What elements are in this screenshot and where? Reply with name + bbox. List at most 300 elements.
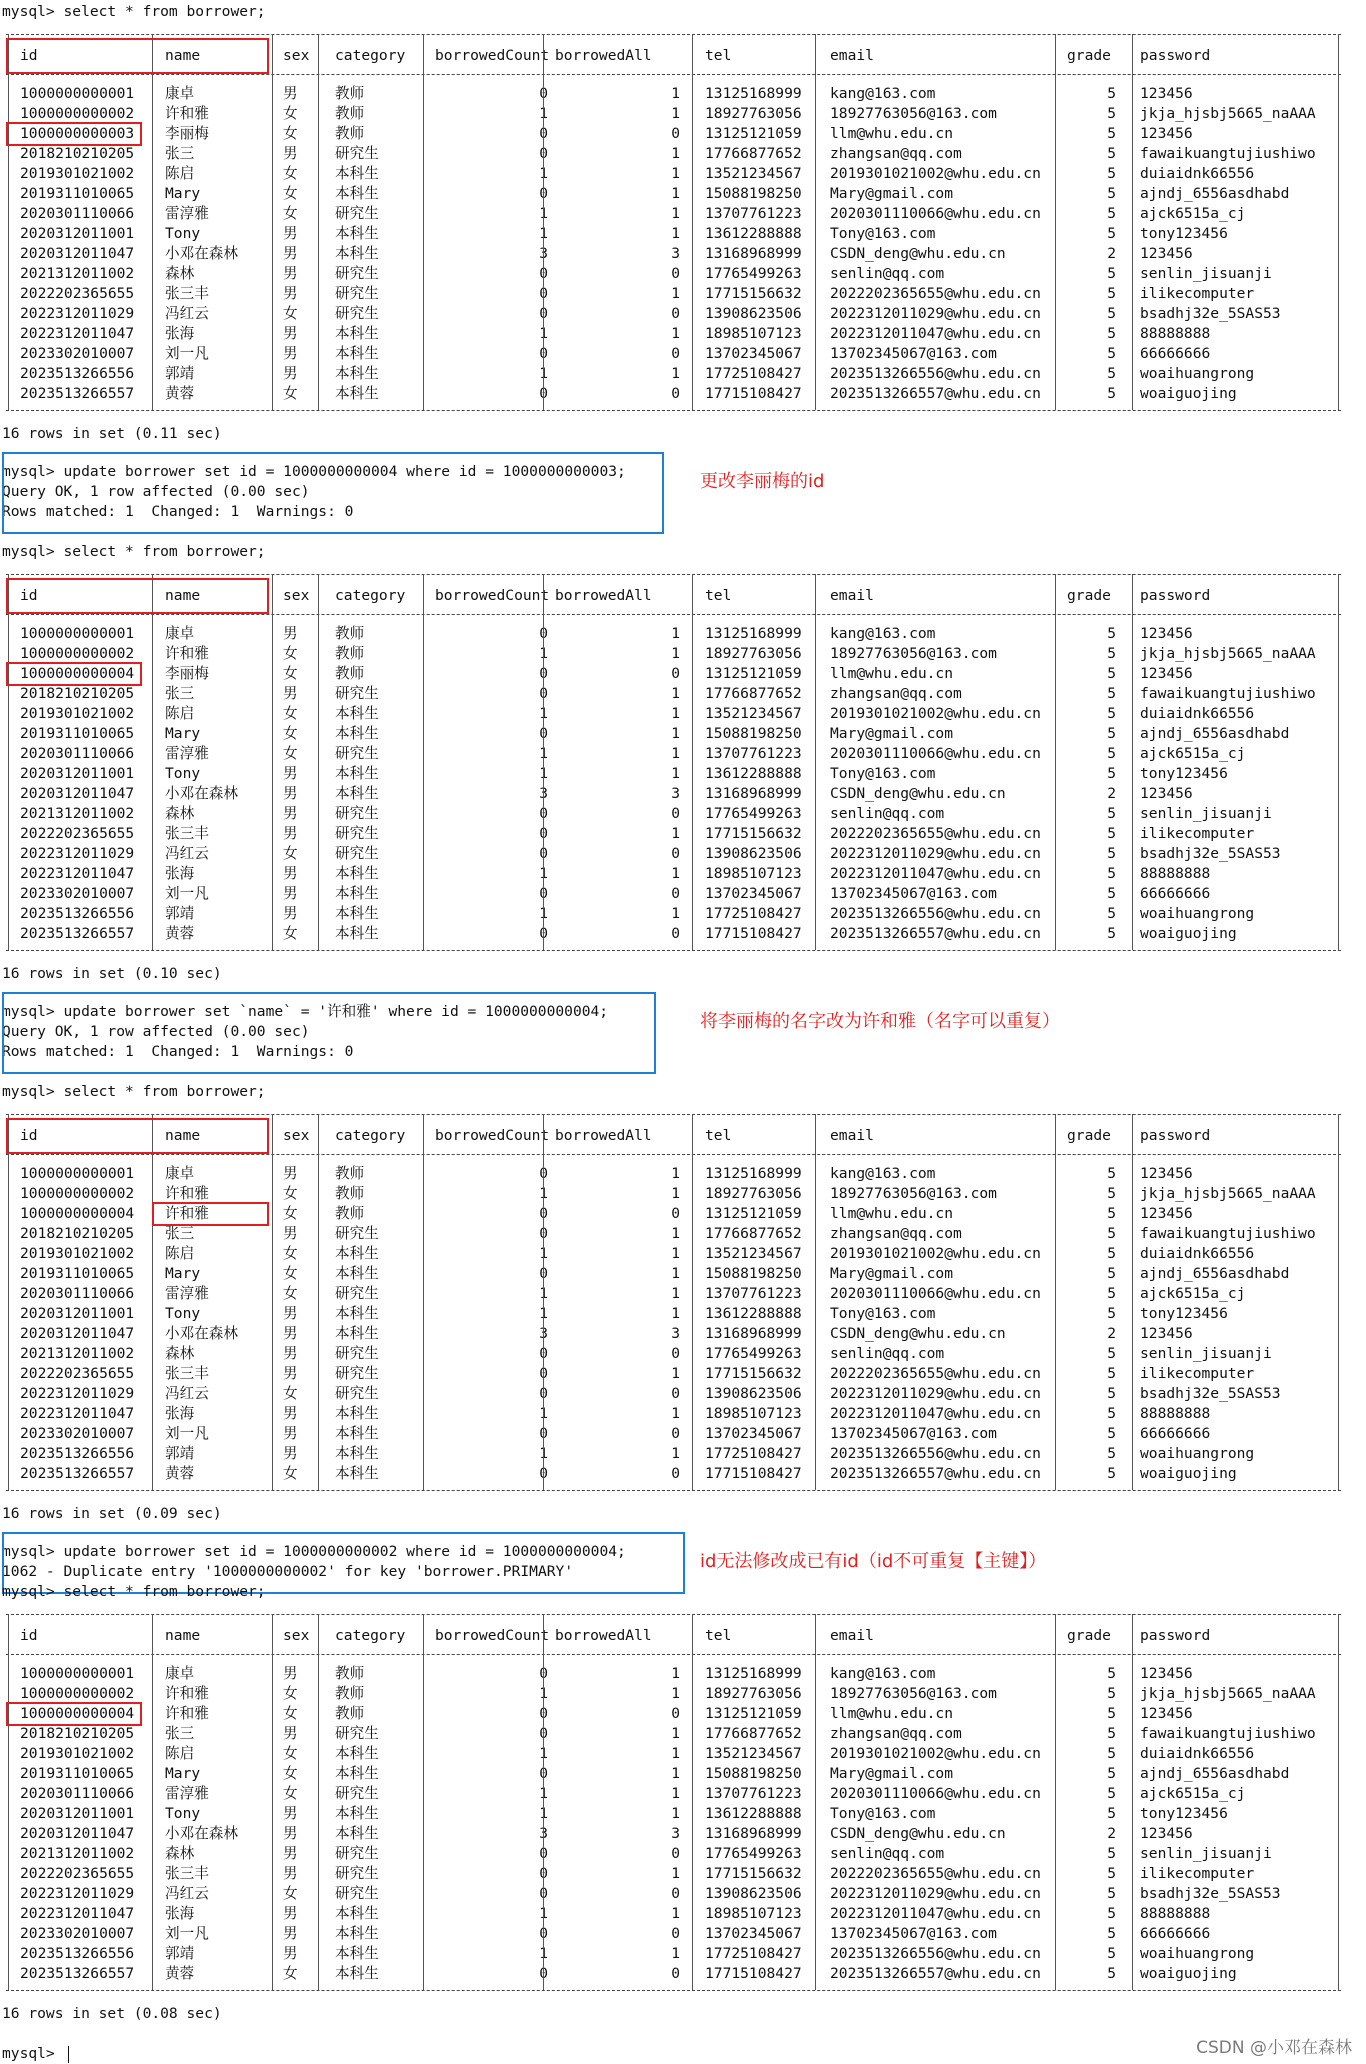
table-cell: 2018210210205	[20, 1725, 135, 1742]
final-prompt[interactable]	[2, 2044, 69, 2064]
table-cell: 教师	[335, 105, 365, 122]
table-cell: Mary@gmail.com	[830, 1265, 954, 1282]
table-cell: 0	[539, 1385, 548, 1402]
table-cell: senlin@qq.com	[830, 805, 945, 822]
table-cell: 0	[539, 305, 548, 322]
table-cell: 0	[539, 1365, 548, 1382]
table-cell: 教师	[335, 85, 365, 102]
table-cell: 0	[539, 1205, 548, 1222]
table-cell: 女	[283, 1685, 298, 1702]
table-cell: 5	[1107, 625, 1116, 642]
table-cell: llm@whu.edu.cn	[830, 125, 954, 142]
table-cell: 0	[671, 1205, 680, 1222]
table-cell: 1000000000001	[20, 625, 135, 642]
table-cell: 2022202365655	[20, 285, 135, 302]
table-cell: Mary	[165, 725, 201, 742]
table-cell: 女	[283, 665, 298, 682]
table-cell: 2020312011001	[20, 765, 135, 782]
sql-command: mysql> select * from borrower;	[2, 1583, 266, 1600]
table-cell: 1000000000004	[20, 665, 135, 682]
table-cell: 17766877652	[705, 145, 802, 162]
table-cell: zhangsan@qq.com	[830, 1725, 962, 1742]
table-cell: 2018210210205	[20, 145, 135, 162]
column-divider	[543, 574, 544, 950]
table-cell: 教师	[335, 1165, 365, 1182]
table-cell: 13521234567	[705, 1745, 802, 1762]
table-cell: 2020312011001	[20, 225, 135, 242]
column-divider	[318, 1614, 319, 1990]
table-cell: 17715108427	[705, 925, 802, 942]
table-cell: CSDN_deng@whu.edu.cn	[830, 785, 1006, 802]
table-border	[6, 74, 1341, 75]
table-cell: 本科生	[335, 185, 379, 202]
table-cell: 2023302010007	[20, 885, 135, 902]
table-cell: 13908623506	[705, 1885, 802, 1902]
table-cell: 黄蓉	[165, 1965, 195, 1982]
table-cell: 2021312011002	[20, 1845, 135, 1862]
table-cell: 2022312011047@whu.edu.cn	[830, 865, 1041, 882]
column-divider	[1338, 574, 1339, 950]
table-cell: woaiguojing	[1140, 925, 1237, 942]
table-cell: 13125121059	[705, 125, 802, 142]
table-cell: 男	[283, 805, 298, 822]
table-cell: 教师	[335, 1685, 365, 1702]
table-cell: 5	[1107, 1265, 1116, 1282]
table-cell: 本科生	[335, 325, 379, 342]
table-cell: 5	[1107, 285, 1116, 302]
table-cell: 2023513266556	[20, 1445, 135, 1462]
table-cell: 5	[1107, 645, 1116, 662]
table-cell: 123456	[1140, 1825, 1193, 1842]
table-cell: 张三	[165, 145, 195, 162]
table-cell: ilikecomputer	[1140, 1865, 1255, 1882]
statement-line: mysql> update borrower set id = 1000000000002 where id = 1000000000004;	[2, 1543, 626, 1560]
table-cell: 2023302010007	[20, 1425, 135, 1442]
table-cell: 男	[283, 865, 298, 882]
sql-command: mysql> select * from borrower;	[2, 543, 266, 560]
table-cell: 2019301021002@whu.edu.cn	[830, 1745, 1041, 1762]
table-cell: 女	[283, 1965, 298, 1982]
table-cell: 男	[283, 765, 298, 782]
table-cell: 男	[283, 145, 298, 162]
table-cell: 研究生	[335, 1785, 379, 1802]
table-cell: 2018210210205	[20, 1225, 135, 1242]
table-cell: 2019301021002	[20, 705, 135, 722]
column-header: borrowedCount	[435, 1627, 550, 1644]
table-cell: 1	[671, 85, 680, 102]
table-cell: 1	[539, 865, 548, 882]
column-divider	[1132, 1614, 1133, 1990]
table-cell: 1	[671, 1445, 680, 1462]
column-header: email	[830, 47, 874, 64]
table-cell: 2020301110066@whu.edu.cn	[830, 1785, 1041, 1802]
table-cell: 研究生	[335, 805, 379, 822]
table-cell: woaihuangrong	[1140, 1445, 1255, 1462]
table-cell: 陈启	[165, 1745, 195, 1762]
table-cell: 5	[1107, 1685, 1116, 1702]
table-cell: 1	[671, 185, 680, 202]
table-cell: 18927763056	[705, 1185, 802, 1202]
table-cell: 2022312011047	[20, 1405, 135, 1422]
table-cell: 1	[539, 1785, 548, 1802]
table-cell: 女	[283, 645, 298, 662]
column-divider	[318, 34, 319, 410]
table-cell: 17766877652	[705, 1725, 802, 1742]
table-cell: 男	[283, 885, 298, 902]
column-header: grade	[1067, 587, 1111, 604]
table-cell: 男	[283, 1865, 298, 1882]
table-cell: 女	[283, 1745, 298, 1762]
table-cell: 13125121059	[705, 1205, 802, 1222]
table-cell: 66666666	[1140, 1925, 1211, 1942]
table-cell: 13168968999	[705, 245, 802, 262]
table-cell: 2022312011047	[20, 865, 135, 882]
table-border	[6, 1990, 1341, 1991]
table-cell: 张海	[165, 325, 195, 342]
table-cell: 1	[671, 105, 680, 122]
table-cell: 66666666	[1140, 345, 1211, 362]
table-cell: 2020312011047	[20, 1325, 135, 1342]
table-cell: 康卓	[165, 1165, 195, 1182]
header-highlight	[6, 1118, 269, 1154]
table-cell: 1	[671, 1265, 680, 1282]
table-cell: 男	[283, 225, 298, 242]
table-cell: 研究生	[335, 265, 379, 282]
table-cell: 研究生	[335, 1845, 379, 1862]
table-cell: 男	[283, 685, 298, 702]
table-cell: 1	[539, 205, 548, 222]
table-cell: 0	[539, 1465, 548, 1482]
table-cell: 17715108427	[705, 385, 802, 402]
column-header: name	[165, 47, 201, 64]
table-cell: fawaikuangtujiushiwo	[1140, 1225, 1316, 1242]
table-cell: 2021312011002	[20, 1345, 135, 1362]
table-cell: 冯红云	[165, 1885, 209, 1902]
table-cell: 0	[539, 925, 548, 942]
table-cell: 0	[671, 665, 680, 682]
table-cell: 15088198250	[705, 1765, 802, 1782]
table-cell: 5	[1107, 925, 1116, 942]
table-cell: 1	[671, 1685, 680, 1702]
table-cell: 0	[539, 85, 548, 102]
table-cell: 123456	[1140, 1705, 1193, 1722]
table-cell: bsadhj32e_5SAS53	[1140, 845, 1281, 862]
table-cell: Tony@163.com	[830, 1805, 936, 1822]
table-cell: 男	[283, 1805, 298, 1822]
table-cell: 2022312011047@whu.edu.cn	[830, 325, 1041, 342]
column-divider	[423, 1614, 424, 1990]
table-cell: 康卓	[165, 85, 195, 102]
table-cell: senlin_jisuanji	[1140, 805, 1272, 822]
table-cell: kang@163.com	[830, 1165, 936, 1182]
table-cell: 0	[671, 1425, 680, 1442]
table-cell: 123456	[1140, 785, 1193, 802]
table-cell: 123456	[1140, 125, 1193, 142]
column-divider	[423, 34, 424, 410]
table-cell: 5	[1107, 1345, 1116, 1362]
table-cell: 2022202365655@whu.edu.cn	[830, 1865, 1041, 1882]
table-cell: 1	[671, 1865, 680, 1882]
table-cell: 男	[283, 1305, 298, 1322]
table-cell: 1	[671, 905, 680, 922]
table-cell: senlin@qq.com	[830, 1345, 945, 1362]
table-cell: 2019301021002	[20, 165, 135, 182]
column-header: email	[830, 1627, 874, 1644]
table-cell: kang@163.com	[830, 1665, 936, 1682]
table-cell: 研究生	[335, 1885, 379, 1902]
table-cell: 刘一凡	[165, 885, 209, 902]
column-header: tel	[705, 1627, 732, 1644]
table-cell: 本科生	[335, 165, 379, 182]
table-cell: 男	[283, 1225, 298, 1242]
table-cell: 男	[283, 905, 298, 922]
table-cell: 2022312011029	[20, 1385, 135, 1402]
table-cell: 66666666	[1140, 885, 1211, 902]
table-cell: 1000000000002	[20, 105, 135, 122]
table-cell: 1	[539, 1805, 548, 1822]
table-cell: 冯红云	[165, 1385, 209, 1402]
table-cell: 男	[283, 325, 298, 342]
table-cell: 17725108427	[705, 905, 802, 922]
column-divider	[543, 1114, 544, 1490]
table-cell: senlin@qq.com	[830, 265, 945, 282]
column-header: password	[1140, 47, 1211, 64]
table-cell: 1000000000001	[20, 85, 135, 102]
table-cell: 5	[1107, 1665, 1116, 1682]
table-cell: 1	[671, 1185, 680, 1202]
table-cell: 2023513266556	[20, 365, 135, 382]
table-cell: Tony	[165, 1805, 201, 1822]
table-cell: 男	[283, 1945, 298, 1962]
table-cell: 5	[1107, 845, 1116, 862]
table-cell: 本科生	[335, 1825, 379, 1842]
table-cell: 男	[283, 345, 298, 362]
table-cell: 5	[1107, 1405, 1116, 1422]
table-cell: 3	[539, 1325, 548, 1342]
table-cell: 2019301021002@whu.edu.cn	[830, 705, 1041, 722]
table-cell: 0	[539, 1705, 548, 1722]
table-cell: 5	[1107, 305, 1116, 322]
table-cell: 男	[283, 365, 298, 382]
table-cell: 小邓在森林	[165, 785, 238, 802]
table-border	[6, 1614, 1341, 1615]
table-cell: ilikecomputer	[1140, 285, 1255, 302]
table-cell: 森林	[165, 1845, 195, 1862]
table-cell: 2022202365655	[20, 825, 135, 842]
table-cell: 13612288888	[705, 1305, 802, 1322]
table-cell: 1	[539, 645, 548, 662]
column-header: password	[1140, 587, 1211, 604]
table-cell: Tony@163.com	[830, 225, 936, 242]
table-cell: 本科生	[335, 925, 379, 942]
column-divider	[272, 574, 273, 950]
table-cell: 1	[671, 205, 680, 222]
table-cell: ajndj_6556asdhabd	[1140, 725, 1290, 742]
table-cell: Mary	[165, 185, 201, 202]
column-header: grade	[1067, 1627, 1111, 1644]
table-cell: 康卓	[165, 625, 195, 642]
table-cell: 17725108427	[705, 1445, 802, 1462]
table-cell: 3	[539, 245, 548, 262]
column-header: category	[335, 1127, 406, 1144]
table-cell: 17725108427	[705, 1945, 802, 1962]
table-cell: 2020312011001	[20, 1805, 135, 1822]
table-cell: 1	[671, 645, 680, 662]
table-cell: 17715156632	[705, 285, 802, 302]
table-cell: 3	[671, 245, 680, 262]
table-cell: 1	[539, 745, 548, 762]
table-cell: 5	[1107, 1225, 1116, 1242]
table-cell: woaiguojing	[1140, 385, 1237, 402]
table-cell: 1	[671, 325, 680, 342]
table-cell: 2022312011029	[20, 845, 135, 862]
table-cell: 5	[1107, 385, 1116, 402]
table-cell: 教师	[335, 625, 365, 642]
table-cell: ajndj_6556asdhabd	[1140, 1265, 1290, 1282]
table-cell: 0	[539, 845, 548, 862]
table-cell: 2023513266557	[20, 385, 135, 402]
table-cell: tony123456	[1140, 225, 1228, 242]
statement-line: mysql> update borrower set id = 1000000000004 where id = 1000000000003;	[2, 463, 626, 480]
table-cell: 1	[671, 1225, 680, 1242]
table-cell: 13125121059	[705, 665, 802, 682]
table-cell: 许和雅	[165, 1705, 209, 1722]
table-cell: 2019311010065	[20, 725, 135, 742]
table-cell: 1	[671, 1665, 680, 1682]
table-cell: 本科生	[335, 1445, 379, 1462]
table-cell: 3	[539, 785, 548, 802]
table-cell: 5	[1107, 1945, 1116, 1962]
table-cell: 13125121059	[705, 1705, 802, 1722]
table-cell: 女	[283, 725, 298, 742]
table-cell: 5	[1107, 1765, 1116, 1782]
table-cell: 0	[539, 1725, 548, 1742]
table-cell: 13908623506	[705, 845, 802, 862]
table-cell: 女	[283, 1705, 298, 1722]
table-cell: 1	[539, 165, 548, 182]
table-cell: 男	[283, 285, 298, 302]
table-cell: 1	[539, 905, 548, 922]
table-cell: fawaikuangtujiushiwo	[1140, 145, 1316, 162]
column-divider	[1338, 34, 1339, 410]
table-cell: 男	[283, 625, 298, 642]
table-cell: 男	[283, 1925, 298, 1942]
table-cell: 3	[671, 1325, 680, 1342]
table-cell: 本科生	[335, 1265, 379, 1282]
table-cell: 13702345067@163.com	[830, 345, 997, 362]
table-cell: 13612288888	[705, 765, 802, 782]
column-header: tel	[705, 587, 732, 604]
table-cell: 张三	[165, 685, 195, 702]
table-cell: 17765499263	[705, 265, 802, 282]
table-cell: 2022202365655	[20, 1365, 135, 1382]
table-cell: 0	[671, 1705, 680, 1722]
table-cell: 0	[539, 725, 548, 742]
table-cell: jkja_hjsbj5665_naAAA	[1140, 1685, 1316, 1702]
table-cell: 2022312011047	[20, 325, 135, 342]
table-cell: 1	[671, 685, 680, 702]
table-cell: 1	[539, 365, 548, 382]
table-cell: 研究生	[335, 1345, 379, 1362]
table-cell: 13702345067	[705, 345, 802, 362]
table-cell: 2020312011047	[20, 245, 135, 262]
table-cell: 陈启	[165, 1245, 195, 1262]
table-cell: 15088198250	[705, 1265, 802, 1282]
table-cell: 女	[283, 1785, 298, 1802]
table-cell: 研究生	[335, 1285, 379, 1302]
table-cell: 1	[671, 365, 680, 382]
table-cell: 本科生	[335, 1425, 379, 1442]
table-cell: 女	[283, 745, 298, 762]
table-cell: 男	[283, 1325, 298, 1342]
table-cell: 2022202365655@whu.edu.cn	[830, 825, 1041, 842]
column-header: borrowedAll	[555, 47, 652, 64]
table-cell: 17766877652	[705, 1225, 802, 1242]
table-cell: 研究生	[335, 285, 379, 302]
table-cell: 教师	[335, 1205, 365, 1222]
table-cell: 13702345067	[705, 1925, 802, 1942]
table-cell: 冯红云	[165, 305, 209, 322]
table-cell: 18927763056@163.com	[830, 645, 997, 662]
table-cell: 本科生	[335, 905, 379, 922]
table-cell: 研究生	[335, 1385, 379, 1402]
table-cell: 17766877652	[705, 685, 802, 702]
table-cell: 本科生	[335, 1805, 379, 1822]
table-cell: 13521234567	[705, 1245, 802, 1262]
table-cell: 2023513266556@whu.edu.cn	[830, 1945, 1041, 1962]
table-cell: 0	[539, 805, 548, 822]
column-header: category	[335, 1627, 406, 1644]
table-cell: fawaikuangtujiushiwo	[1140, 685, 1316, 702]
table-cell: zhangsan@qq.com	[830, 145, 962, 162]
table-cell: 5	[1107, 825, 1116, 842]
table-cell: 女	[283, 1885, 298, 1902]
table-cell: 13702345067	[705, 885, 802, 902]
table-border	[6, 410, 1341, 411]
table-border	[6, 574, 1341, 575]
table-cell: 男	[283, 785, 298, 802]
column-header: name	[165, 587, 201, 604]
table-cell: woaihuangrong	[1140, 905, 1255, 922]
table-cell: zhangsan@qq.com	[830, 685, 962, 702]
table-cell: 5	[1107, 1305, 1116, 1322]
table-cell: 1	[671, 285, 680, 302]
table-cell: 2019301021002@whu.edu.cn	[830, 1245, 1041, 1262]
table-cell: 1	[671, 765, 680, 782]
table-cell: senlin_jisuanji	[1140, 1345, 1272, 1362]
table-cell: 女	[283, 1185, 298, 1202]
table-cell: 小邓在森林	[165, 245, 238, 262]
table-cell: 1	[539, 1685, 548, 1702]
table-cell: 17715108427	[705, 1965, 802, 1982]
column-divider	[692, 34, 693, 410]
table-cell: 2022312011029@whu.edu.cn	[830, 1885, 1041, 1902]
table-cell: 2020301110066	[20, 205, 135, 222]
table-cell: 森林	[165, 265, 195, 282]
table-cell: 男	[283, 1425, 298, 1442]
table-cell: 0	[671, 125, 680, 142]
table-cell: 本科生	[335, 345, 379, 362]
table-cell: 李丽梅	[165, 125, 209, 142]
table-cell: 1000000000002	[20, 645, 135, 662]
table-cell: 0	[539, 1225, 548, 1242]
table-cell: 3	[671, 1825, 680, 1842]
table-cell: 0	[671, 845, 680, 862]
table-cell: 5	[1107, 1745, 1116, 1762]
table-cell: 5	[1107, 665, 1116, 682]
table-cell: 2019301021002	[20, 1245, 135, 1262]
table-cell: 研究生	[335, 1725, 379, 1742]
